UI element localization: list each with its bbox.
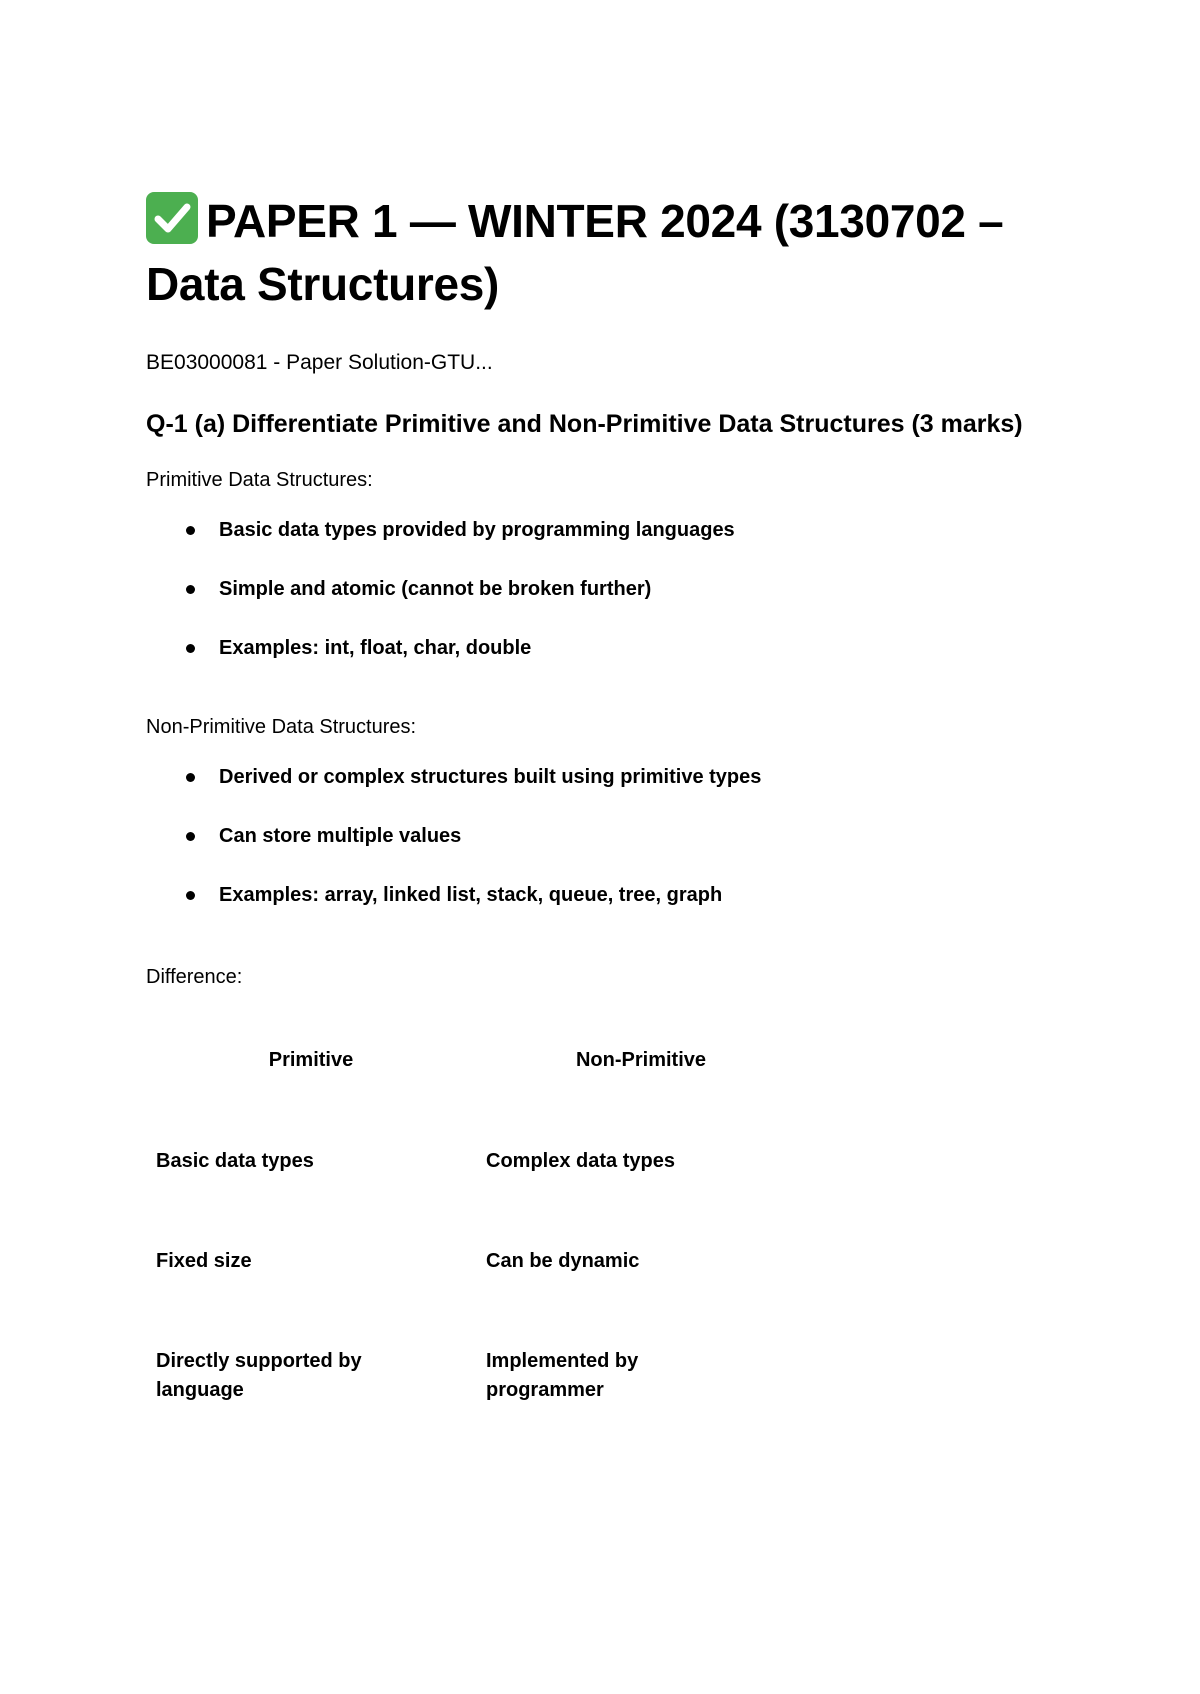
table-header-non-primitive: Non-Primitive (575, 1049, 707, 1071)
difference-table (146, 1049, 806, 1447)
non-primitive-label: Non-Primitive Data Structures: (146, 716, 417, 738)
list-item-text: Basic data types provided by programming languages (219, 519, 735, 541)
table-header-primitive: Primitive (268, 1049, 354, 1071)
list-item-text: Derived or complex structures built using primitive types (219, 766, 762, 788)
question-heading: Q-1 (a) Differentiate Primitive and Non-Primitive Data Structures (3 marks) (146, 410, 1023, 438)
list-item (146, 634, 1046, 662)
list-item (146, 822, 1046, 850)
difference-label: Difference: (146, 966, 243, 988)
document-subtitle: BE03000081 - Paper Solution-GTU... (146, 351, 493, 374)
list-item (146, 763, 1046, 791)
list-item-text: Simple and atomic (cannot be broken further) (219, 578, 652, 600)
table-cell: Can be dynamic (486, 1250, 640, 1272)
bullet-icon (186, 585, 195, 594)
table-cell: Complex data types (486, 1150, 675, 1172)
table-row (146, 1091, 806, 1247)
bullet-icon (186, 891, 195, 900)
table-row (146, 1247, 806, 1347)
bullet-icon (186, 773, 195, 782)
list-item (146, 881, 1046, 909)
list-item (146, 516, 1046, 544)
table-cell: Fixed size (156, 1250, 252, 1272)
list-item-text: Examples: int, float, char, double (219, 637, 532, 659)
bullet-icon (186, 644, 195, 653)
bullet-icon (186, 832, 195, 841)
primitive-list (146, 516, 1046, 662)
list-item-text: Examples: array, linked list, stack, queue, tree, graph (219, 884, 723, 906)
page-title-text: PAPER 1 — WINTER 2024 (3130702 – Data Structures) (146, 195, 1004, 310)
table-cell: Implemented by programmer (486, 1350, 639, 1401)
primitive-label: Primitive Data Structures: (146, 469, 373, 491)
table-cell: Directly supported by language (156, 1350, 362, 1401)
bullet-icon (186, 526, 195, 535)
table-cell: Basic data types (156, 1150, 314, 1172)
list-item (146, 575, 1046, 603)
table-row (146, 1347, 806, 1447)
non-primitive-list (146, 763, 1046, 909)
document-page (146, 190, 1046, 1447)
check-mark-button-icon (146, 192, 198, 244)
table-header-row (146, 1049, 806, 1091)
page-title (146, 190, 1046, 316)
list-item-text: Can store multiple values (219, 825, 462, 847)
